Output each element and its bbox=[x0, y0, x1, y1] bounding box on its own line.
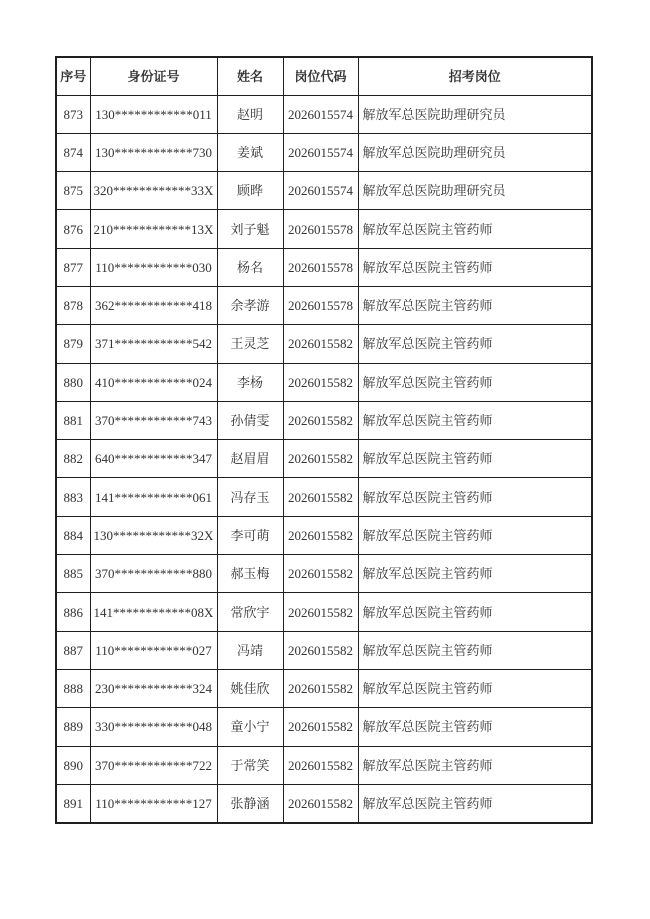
cell-position_code: 2026015582 bbox=[283, 669, 358, 707]
cell-serial: 887 bbox=[56, 631, 90, 669]
cell-position_code: 2026015574 bbox=[283, 95, 358, 133]
cell-position: 解放军总医院主管药师 bbox=[358, 593, 592, 631]
cell-name: 赵明 bbox=[217, 95, 283, 133]
cell-id_number: 330************048 bbox=[90, 708, 217, 746]
cell-position: 解放军总医院主管药师 bbox=[358, 555, 592, 593]
table-row bbox=[56, 555, 592, 593]
cell-serial: 873 bbox=[56, 95, 90, 133]
cell-position: 解放军总医院主管药师 bbox=[358, 210, 592, 248]
column-header-id_number: 身份证号 bbox=[90, 57, 217, 95]
cell-name: 常欣宇 bbox=[217, 593, 283, 631]
cell-name: 姚佳欣 bbox=[217, 669, 283, 707]
cell-serial: 890 bbox=[56, 746, 90, 784]
cell-name: 杨名 bbox=[217, 248, 283, 286]
cell-position_code: 2026015582 bbox=[283, 784, 358, 822]
cell-name: 赵眉眉 bbox=[217, 440, 283, 478]
cell-serial: 881 bbox=[56, 401, 90, 439]
cell-id_number: 141************08X bbox=[90, 593, 217, 631]
table-row bbox=[56, 325, 592, 363]
cell-serial: 883 bbox=[56, 478, 90, 516]
table-row bbox=[56, 784, 592, 822]
cell-serial: 889 bbox=[56, 708, 90, 746]
cell-position: 解放军总医院主管药师 bbox=[358, 248, 592, 286]
table-row bbox=[56, 478, 592, 516]
cell-serial: 884 bbox=[56, 516, 90, 554]
cell-name: 冯存玉 bbox=[217, 478, 283, 516]
cell-serial: 882 bbox=[56, 440, 90, 478]
cell-position: 解放军总医院主管药师 bbox=[358, 363, 592, 401]
cell-id_number: 362************418 bbox=[90, 286, 217, 324]
table-row bbox=[56, 286, 592, 324]
column-header-serial: 序号 bbox=[56, 57, 90, 95]
table-row bbox=[56, 631, 592, 669]
cell-position: 解放军总医院主管药师 bbox=[358, 286, 592, 324]
cell-serial: 874 bbox=[56, 133, 90, 171]
table-row bbox=[56, 593, 592, 631]
cell-serial: 878 bbox=[56, 286, 90, 324]
cell-id_number: 640************347 bbox=[90, 440, 217, 478]
cell-position: 解放军总医院助理研究员 bbox=[358, 172, 592, 210]
cell-position: 解放军总医院主管药师 bbox=[358, 516, 592, 554]
cell-name: 于常笑 bbox=[217, 746, 283, 784]
table-row bbox=[56, 401, 592, 439]
cell-position: 解放军总医院助理研究员 bbox=[358, 133, 592, 171]
column-header-name: 姓名 bbox=[217, 57, 283, 95]
cell-name: 童小宁 bbox=[217, 708, 283, 746]
header-row bbox=[56, 57, 592, 95]
table-header bbox=[56, 57, 592, 95]
cell-serial: 879 bbox=[56, 325, 90, 363]
cell-id_number: 370************722 bbox=[90, 746, 217, 784]
cell-id_number: 370************743 bbox=[90, 401, 217, 439]
cell-id_number: 410************024 bbox=[90, 363, 217, 401]
cell-serial: 875 bbox=[56, 172, 90, 210]
cell-position_code: 2026015578 bbox=[283, 286, 358, 324]
table-row bbox=[56, 172, 592, 210]
cell-id_number: 230************324 bbox=[90, 669, 217, 707]
cell-serial: 891 bbox=[56, 784, 90, 822]
cell-name: 李可萌 bbox=[217, 516, 283, 554]
column-header-position: 招考岗位 bbox=[358, 57, 592, 95]
cell-id_number: 320************33X bbox=[90, 172, 217, 210]
cell-position_code: 2026015582 bbox=[283, 325, 358, 363]
cell-position_code: 2026015574 bbox=[283, 133, 358, 171]
table-row bbox=[56, 248, 592, 286]
cell-id_number: 130************730 bbox=[90, 133, 217, 171]
cell-serial: 876 bbox=[56, 210, 90, 248]
cell-position_code: 2026015582 bbox=[283, 708, 358, 746]
cell-position_code: 2026015582 bbox=[283, 746, 358, 784]
cell-id_number: 130************011 bbox=[90, 95, 217, 133]
cell-position_code: 2026015582 bbox=[283, 631, 358, 669]
cell-position: 解放军总医院主管药师 bbox=[358, 325, 592, 363]
cell-position_code: 2026015582 bbox=[283, 555, 358, 593]
table-row bbox=[56, 516, 592, 554]
column-header-position_code: 岗位代码 bbox=[283, 57, 358, 95]
cell-name: 余孝游 bbox=[217, 286, 283, 324]
cell-position: 解放军总医院主管药师 bbox=[358, 669, 592, 707]
cell-position: 解放军总医院主管药师 bbox=[358, 631, 592, 669]
table-row bbox=[56, 440, 592, 478]
cell-id_number: 370************880 bbox=[90, 555, 217, 593]
cell-id_number: 110************027 bbox=[90, 631, 217, 669]
cell-position: 解放军总医院主管药师 bbox=[358, 746, 592, 784]
cell-position_code: 2026015582 bbox=[283, 363, 358, 401]
candidate-roster-table bbox=[55, 56, 593, 824]
table-row bbox=[56, 363, 592, 401]
cell-position_code: 2026015582 bbox=[283, 593, 358, 631]
cell-position: 解放军总医院主管药师 bbox=[358, 708, 592, 746]
cell-serial: 888 bbox=[56, 669, 90, 707]
cell-name: 王灵芝 bbox=[217, 325, 283, 363]
cell-position_code: 2026015578 bbox=[283, 210, 358, 248]
cell-position: 解放军总医院主管药师 bbox=[358, 478, 592, 516]
table-row bbox=[56, 210, 592, 248]
cell-id_number: 141************061 bbox=[90, 478, 217, 516]
table-row bbox=[56, 746, 592, 784]
cell-position_code: 2026015582 bbox=[283, 440, 358, 478]
cell-position: 解放军总医院主管药师 bbox=[358, 440, 592, 478]
cell-position_code: 2026015582 bbox=[283, 478, 358, 516]
cell-id_number: 130************32X bbox=[90, 516, 217, 554]
cell-position_code: 2026015582 bbox=[283, 516, 358, 554]
table-row bbox=[56, 95, 592, 133]
cell-id_number: 110************127 bbox=[90, 784, 217, 822]
table-row bbox=[56, 669, 592, 707]
cell-position_code: 2026015578 bbox=[283, 248, 358, 286]
cell-name: 孙倩雯 bbox=[217, 401, 283, 439]
cell-position: 解放军总医院主管药师 bbox=[358, 784, 592, 822]
cell-name: 冯靖 bbox=[217, 631, 283, 669]
cell-position_code: 2026015574 bbox=[283, 172, 358, 210]
cell-name: 郝玉梅 bbox=[217, 555, 283, 593]
cell-serial: 885 bbox=[56, 555, 90, 593]
table-row bbox=[56, 133, 592, 171]
cell-id_number: 210************13X bbox=[90, 210, 217, 248]
cell-name: 李杨 bbox=[217, 363, 283, 401]
cell-name: 张静涵 bbox=[217, 784, 283, 822]
cell-position: 解放军总医院主管药师 bbox=[358, 401, 592, 439]
table-body bbox=[56, 95, 592, 823]
cell-id_number: 110************030 bbox=[90, 248, 217, 286]
cell-position: 解放军总医院助理研究员 bbox=[358, 95, 592, 133]
cell-name: 顾晔 bbox=[217, 172, 283, 210]
cell-name: 刘子魁 bbox=[217, 210, 283, 248]
cell-name: 姜斌 bbox=[217, 133, 283, 171]
cell-serial: 880 bbox=[56, 363, 90, 401]
cell-position_code: 2026015582 bbox=[283, 401, 358, 439]
cell-serial: 886 bbox=[56, 593, 90, 631]
table-row bbox=[56, 708, 592, 746]
cell-serial: 877 bbox=[56, 248, 90, 286]
cell-id_number: 371************542 bbox=[90, 325, 217, 363]
